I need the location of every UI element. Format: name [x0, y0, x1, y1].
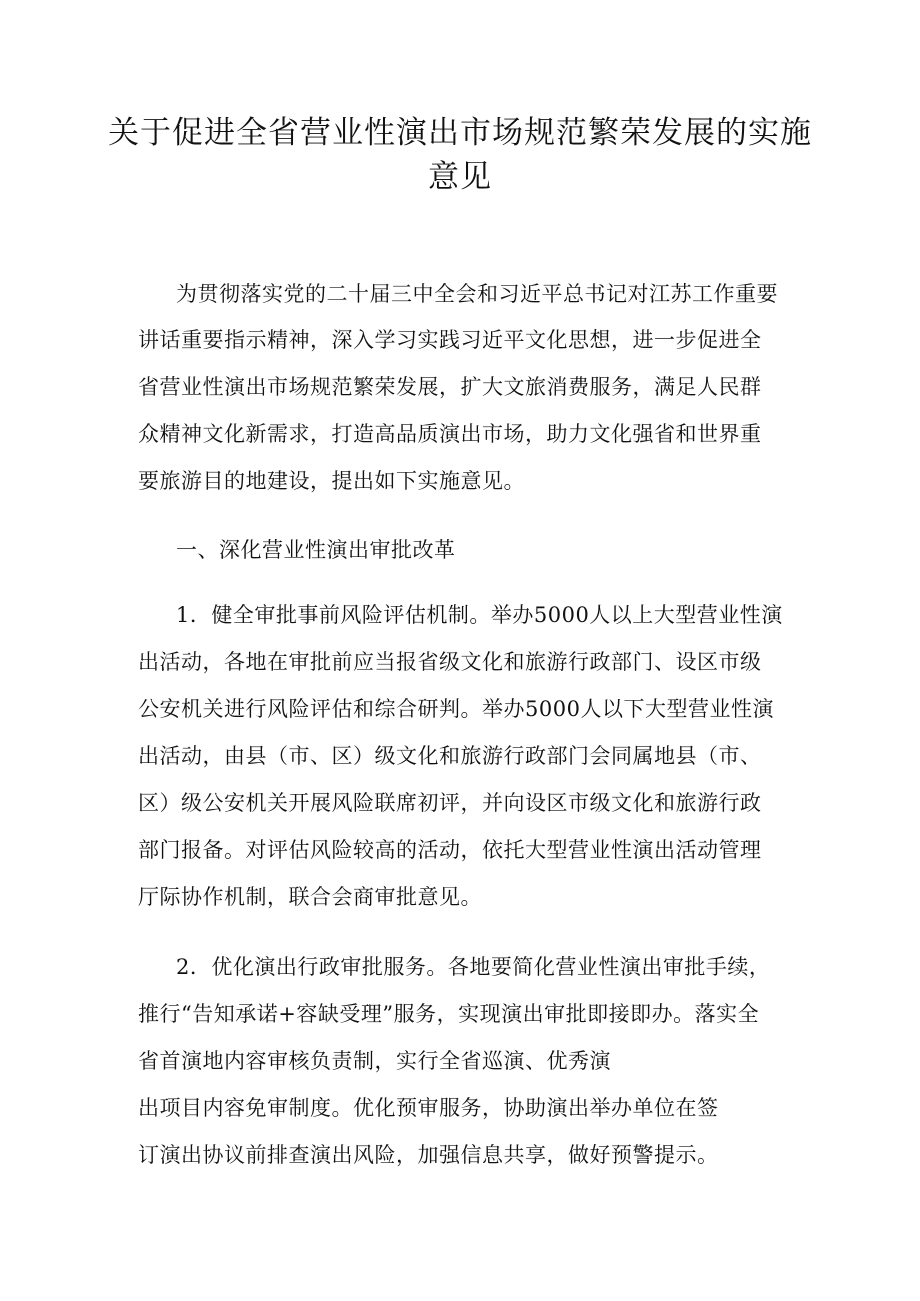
item-1-line-3: 公安机关进行风险评估和综合研判。举办5000人以下大型营业性演	[138, 697, 774, 721]
item-1-line-7: 厅际协作机制，联合会商审批意见。	[138, 885, 482, 909]
paragraph-intro-line-1: 为贯彻落实党的二十届三中全会和习近平总书记对江苏工作重要	[176, 282, 778, 306]
item-1-line-4: 出活动，由县（市、区）级文化和旅游行政部门会同属地县（市、	[138, 744, 762, 768]
paragraph-intro-line-4: 众精神文化新需求，打造高品质演出市场，助力文化强省和世界重	[138, 422, 762, 446]
item-2-line-1: 2．优化演出行政审批服务。各地要简化营业性演出审批手续，	[176, 955, 771, 979]
section-heading-1: 一、深化营业性演出审批改革	[176, 538, 456, 562]
paragraph-intro-line-2: 讲话重要指示精神，深入学习实践习近平文化思想，进一步促进全	[138, 328, 762, 352]
document-title-line-1: 关于促进全省营业性演出市场规范繁荣发展的实施	[108, 115, 812, 151]
paragraph-intro-line-5: 要旅游目的地建设，提出如下实施意见。	[138, 469, 525, 493]
item-1-line-5: 区）级公安机关开展风险联席初评，并向设区市级文化和旅游行政	[138, 791, 762, 815]
item-1-line-6: 部门报备。对评估风险较高的活动，依托大型营业性演出活动管理	[138, 838, 762, 862]
item-2-line-4: 出项目内容免审制度。优化预审服务，协助演出举办单位在签	[138, 1096, 719, 1120]
document-title-line-2: 意见	[428, 159, 492, 195]
item-1-line-1: 1．健全审批事前风险评估机制。举办5000人以上大型营业性演	[176, 603, 783, 627]
item-2-line-2: 推行“告知承诺+容缺受理”服务，实现演出审批即接即办。落实全	[138, 1002, 760, 1026]
item-2-line-3: 省首演地内容审核负责制，实行全省巡演、优秀演	[138, 1049, 611, 1073]
paragraph-intro-line-3: 省营业性演出市场规范繁荣发展，扩大文旅消费服务，满足人民群	[138, 375, 762, 399]
item-1-line-2: 出活动，各地在审批前应当报省级文化和旅游行政部门、设区市级	[138, 650, 762, 674]
item-2-line-5: 订演出协议前排查演出风险，加强信息共享，做好预警提示。	[138, 1143, 719, 1167]
